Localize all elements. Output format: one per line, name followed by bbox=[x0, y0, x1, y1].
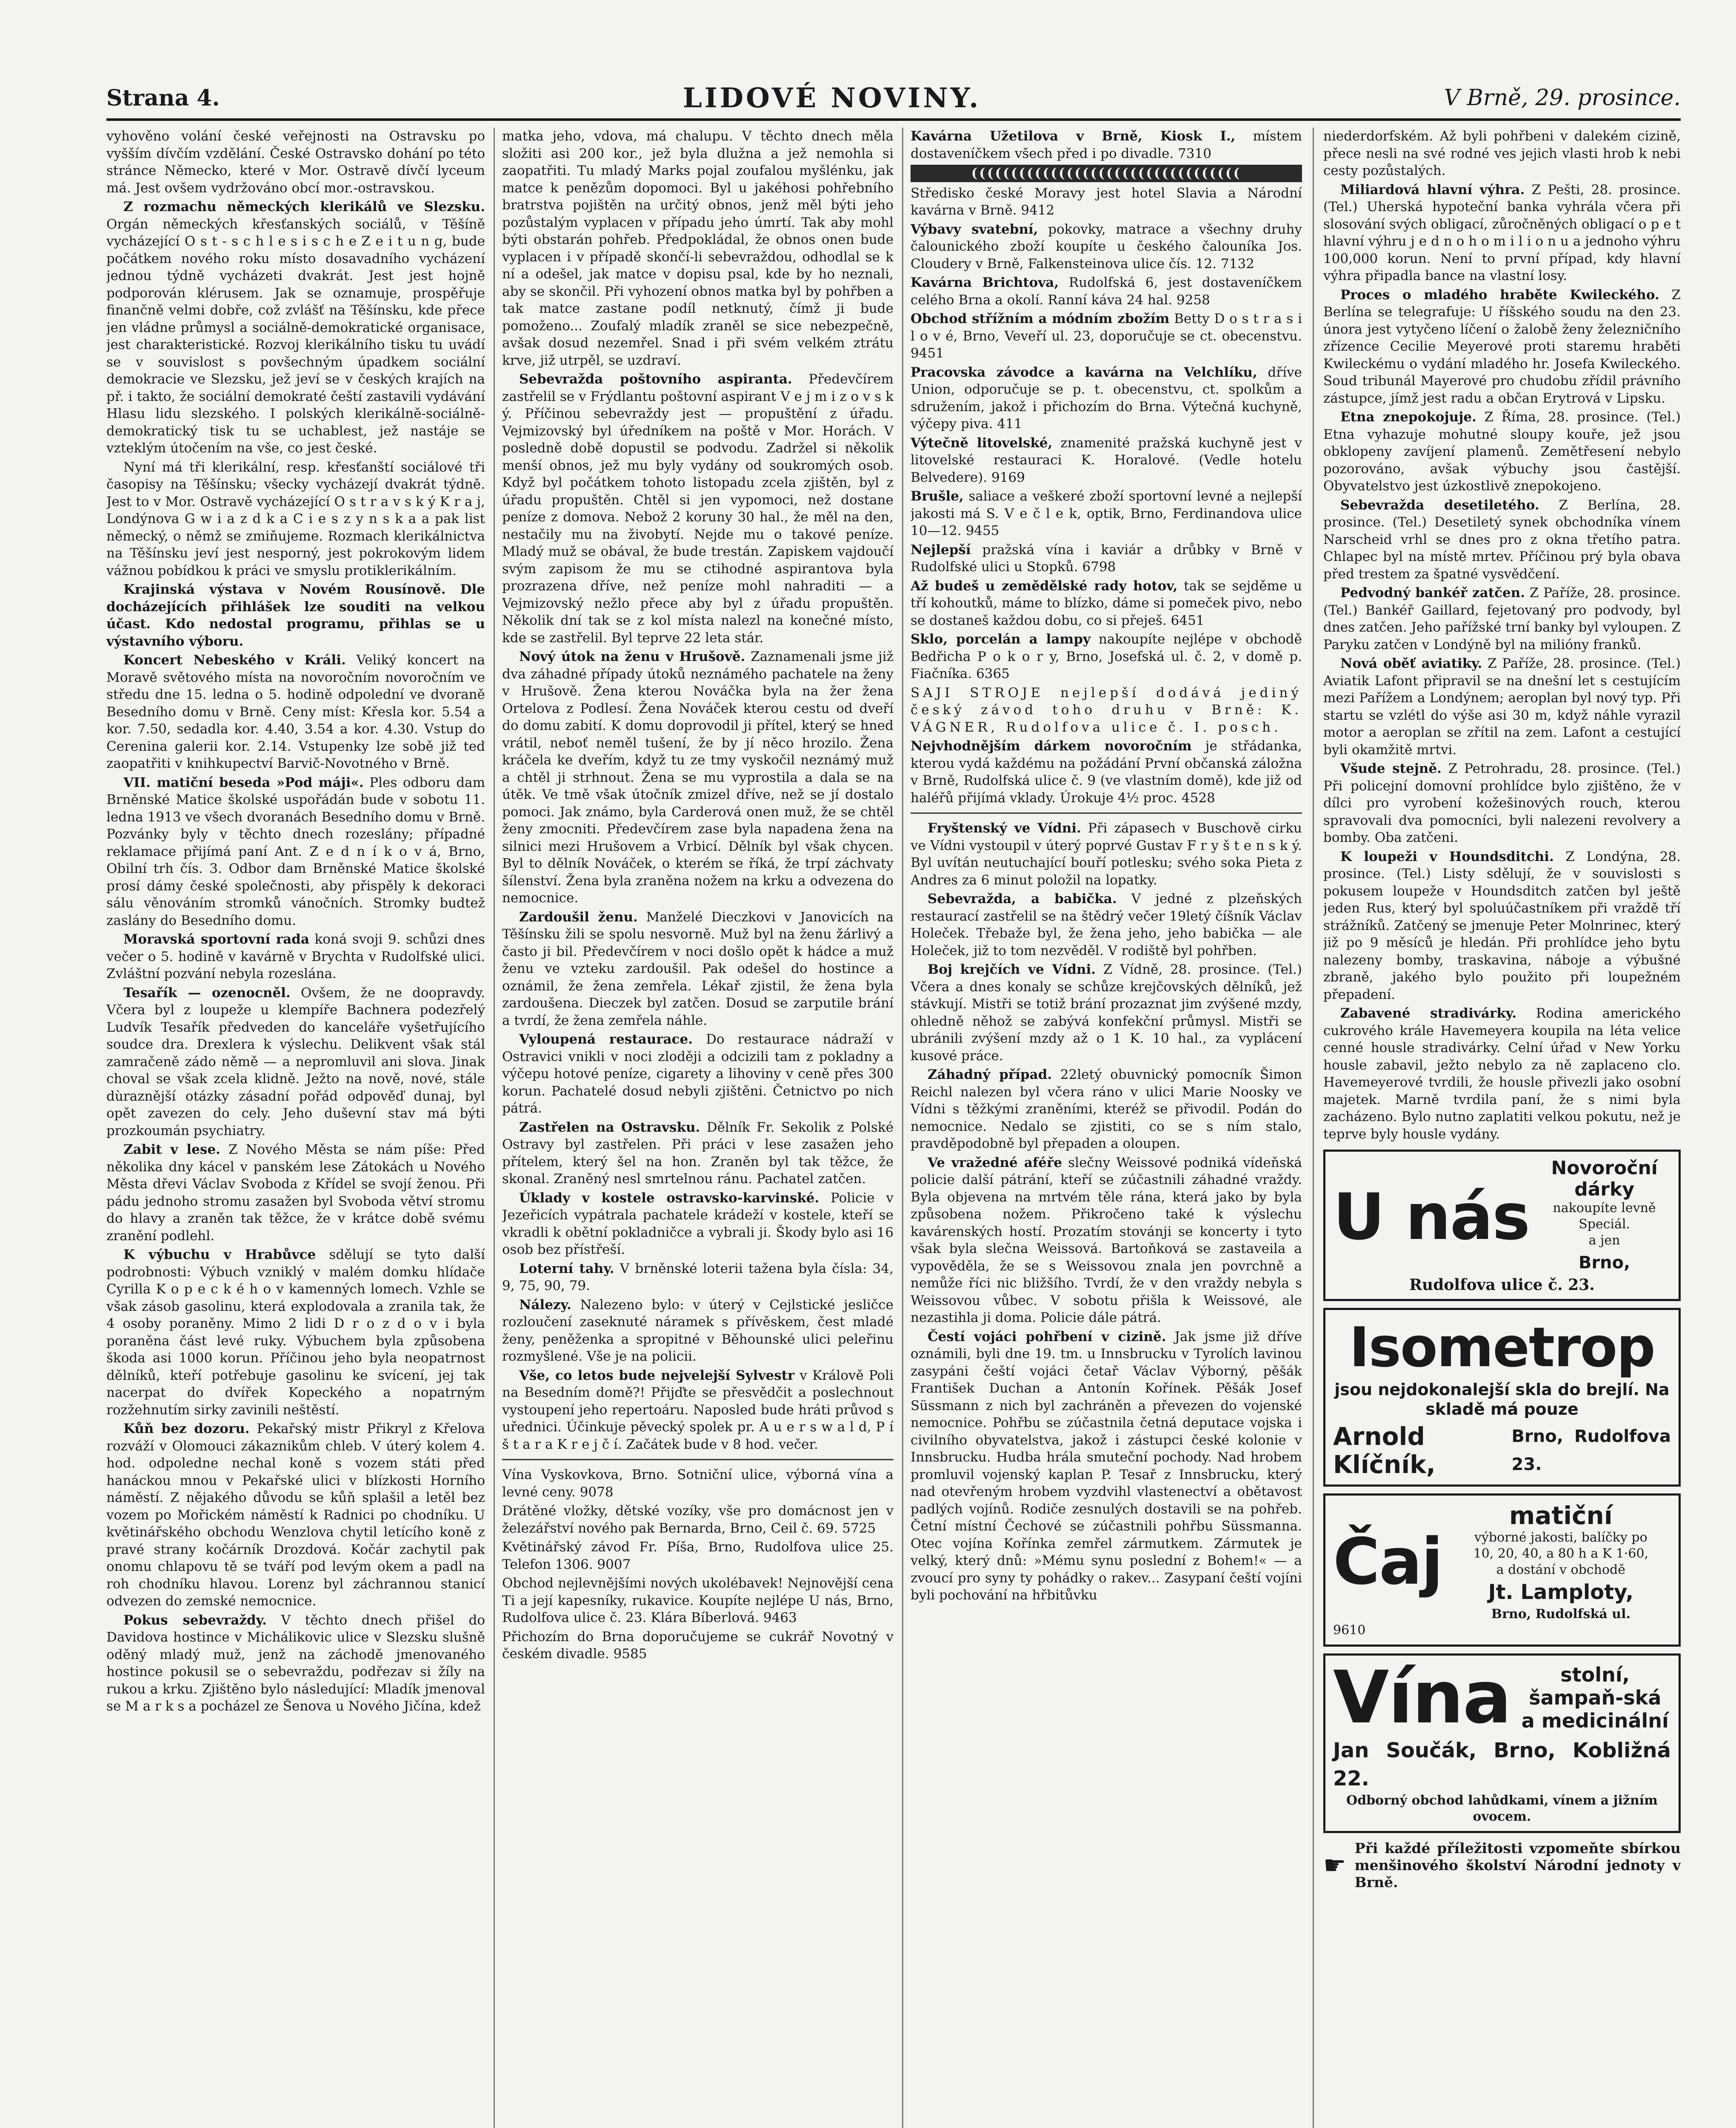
article-body: vyhověno volání české veřejnosti na Ostravsku po vyšším dívčím vzdělání. České Ostravsko dohání po této stránce Německo, které v Mor. Ostravě dívčí lyceum má. Jest ovšem vydržováno obcí mor.-ostravskou. bbox=[106, 129, 485, 196]
article-headline: Úklady v kostele ostravsko-karvinské. bbox=[519, 1190, 819, 1206]
article-headline: Z rozmachu německých klerikálů ve Slezsku. bbox=[123, 199, 485, 215]
ad-u-nas-line1: Novoroční bbox=[1551, 1157, 1658, 1179]
article-paragraph bbox=[502, 648, 894, 907]
article-body: Středisko české Moravy jest hotel Slavia a Národní kavárna v Brně. 9412 bbox=[911, 185, 1302, 218]
article-body: matka jeho, vdova, má chalupu. V těchto dnech měla složiti asi 200 kor., jež byla dlužna a jež nemohla si zaopatřiti. Tu mladý Marks pojal zoufalou myšlénku, jak matce k penězům dopomoci. Byl u jakéhosi pohřebního bratrstva pojištěn na určitý obnos, jenž měl býti jeho pozůstalým vyplacen v případu jeho úmrtí. Tak aby mohl býti obstarán pohřeb. Předpokládal, že obnos onen bude vyplacen i v případě skončí-li sebevraždou, odhodlal se k ní a odešel, jak matce v dopisu psal, kde by ho neznali, aby se skončil. Při vyhození obnos matka byl by pohřben a tak matce zastane podíl netknutý, čímž ji bude pomoženo... Zoufalý mladík zraněl se sice nebezpečně, avšak dosud nezemřel. Snad i při svém velkém ztrátu krve, již utrpěl, se uzdraví. bbox=[502, 129, 894, 368]
article-body: Dle docházejících přihlášek lze souditi na velkou účast. Kdo nedostal programu, přihlas se u výstavního výboru. bbox=[106, 582, 485, 649]
article-headline: Sebevražda desetiletého. bbox=[1340, 497, 1539, 513]
article-paragraph bbox=[502, 1367, 894, 1453]
article-headline: Miliardová hlavní výhra. bbox=[1340, 182, 1525, 197]
article-body: Dělník Fr. Sekolik z Polské Ostravy byl zastřelen. Při práci v lese zasažen jeho přítelem, který šel na hon. Zraněn byl tak těžce, že skonal. Zraněný nesl smrtelnou ránu. Pachatel zatčen. bbox=[502, 1119, 894, 1187]
article-body: Nyní má tři klerikální, resp. křesťanští sociálové tři časopisy na Těšínsku; všecky vycházejí dvakrát týdně. Jest to v Mor. Ostravě vycházející O s t r a v s k ý K r a j, Londýnova G w i a z d k a C i e s z y n s k a a pak list německý, o němž se zmiňujeme. Rozmach klerikálnictva na Těšínsku jeví jest nesporný, jest pokrokovým lidem vážnou pobídkou k práci ve smyslu protiklerikálním. bbox=[106, 459, 485, 578]
ad-isometrop bbox=[1323, 1308, 1681, 1487]
ad-caj bbox=[1323, 1493, 1681, 1647]
article-paragraph bbox=[106, 774, 485, 930]
article-body: Z Paříže, 28. prosince. (Tel.) Bankéř Gaillard, fejetovaný pro podvody, byl dnes zatčen. Jeho pařížské trní banky byl vyloupen. Z Paryku zatčen v Londýně byl na milióny franků. bbox=[1323, 585, 1681, 652]
article-paragraph bbox=[106, 1246, 485, 1419]
article-body: Ovšem, že ne doopravdy. Včera byl z loupeže u klempíře Bachnera podezřelý Ludvík Tesařík předveden do kanceláře vyšetřujícího soudce dra. Drexlera k výslechu. Delikvent však stál zamračeně zádo němě — a nepromluvil ani slova. Jinak choval se však zcela klidně. Ježto na nově, nové, stále dùraznější otázky zásadní pořád odpověď dunaj, byl opět zavezen do cely. Jeho duševní stav má býti prozkoumán psychiatry. bbox=[106, 985, 485, 1138]
article-paragraph bbox=[502, 371, 894, 646]
article-body: Předevčírem zastřelil se v Frýdlantu poštovní aspirant V e j m i z o v s k ý. Příčinou sebevraždy jest — propuštění z úřadu. Vejmizovský byl úředníkem na poště v Mor. Horách. V posledně době dopustil se podvodu. Zadržel si několik menší obnos, jež mu byly vydány od soukromých osob. Když byl počátkem tohoto listopadu zcela zjištěn, byl z úřadu propuštěn. Chtěl si jen vypomoci, než dostane peníze z domova. Nebož 2 koruny 30 hal., že měl na den, nestačily mu na živobytí. Nejde mu o takové peníze. Mladý muž se obával, že bude trestán. Zapiskem vajdoučí svým zapisom že mu se ctihodné aspirantova byla prozrazena dříve, než peníze mohl nahraditi — a Vejmizovský nežlo přece aby byl z úřadu propuštěn. Několik dní tak se z kol místa nalezl na konečné místo, kde se zastřelil. Byl teprve 22 leta stár. bbox=[502, 372, 894, 646]
article-paragraph bbox=[911, 541, 1302, 576]
page-number: Strana 4. bbox=[106, 85, 220, 111]
article-body: je střádanka, kterou vydá každému na požádání První občanská záložna v Brně, Rudolfská ulice č. 9 (ve vlastním domě), kde již od haléřů přijímá vklady. Úrokuje 4½ proc. 4528 bbox=[911, 738, 1302, 806]
article-paragraph bbox=[911, 890, 1302, 959]
article-headline: Zastřelen na Ostravsku. bbox=[519, 1119, 700, 1135]
article-paragraph bbox=[106, 128, 485, 197]
article-body: Z Pešti, 28. prosince. (Tel.) Uherská hypoteční banka vyhrála včera při slosování svých obligací, zůročněných obligací o p e t hlavní výhru j e d n o h o m i l i o n u a jednoho výhru 100,000 korun. Není to první případ, kdy hlavní výhra připadla bance na vlastní losy. bbox=[1323, 182, 1681, 283]
article-body: Při zápasech v Buschově cirku ve Vídni vystoupil v úterý poprvé Gustav F r y š t e n s k ý. Byl uvítán neutuchající bouří potlesku; svého soka Pieta z Andres za 6 minut položil na lopatky. bbox=[911, 821, 1302, 888]
article-paragraph bbox=[502, 1628, 894, 1663]
column-2 bbox=[502, 128, 894, 2128]
article-headline: Sklo, porcelán a lampy bbox=[911, 632, 1091, 647]
article-headline: Všude stejně. bbox=[1340, 761, 1442, 776]
column-1 bbox=[106, 128, 485, 2128]
ad-u-nas-line3: nakoupíte levně bbox=[1553, 1201, 1656, 1216]
ad-isometrop-address: Brno, Rudolfova 23. bbox=[1511, 1427, 1671, 1474]
article-body: Z Říma, 28. prosince. (Tel.) Etna vyhazuje mohutné sloupy kouře, jež jsou obklopeny zavíjení plamenů. Zemětřesení nebylo pozorováno, avšak výbuchy jsou častější. Obyvatelstvo jest úzkostlivě znepokojeno. bbox=[1323, 409, 1681, 494]
article-paragraph bbox=[106, 984, 485, 1140]
article-paragraph bbox=[911, 274, 1302, 309]
ad-caj-desc3: a dostání v obchodě bbox=[1496, 1562, 1626, 1577]
paper-title: LIDOVÉ NOVINY. bbox=[682, 82, 981, 114]
article-headline: Čestí vojáci pohřbení v cizině. bbox=[928, 1329, 1166, 1344]
ad-isometrop-headline: Isometrop bbox=[1349, 1316, 1655, 1379]
article-paragraph bbox=[1323, 848, 1681, 1004]
ornament-bar: (((((((((((((((((((((((((((((((((( bbox=[911, 165, 1302, 182]
article-paragraph bbox=[911, 820, 1302, 889]
ad-u-nas-address: Rudolfova ulice č. 23. bbox=[1409, 1276, 1595, 1294]
article-body: saliace a veškeré zboží sportovní levné a nejlepší jakosti má S. V e č l e k, optik, Brno, Ferdinandova ulice 10—12. 9455 bbox=[911, 489, 1302, 538]
article-headline: VII. matiční beseda »Pod máji«. bbox=[123, 775, 364, 790]
article-paragraph bbox=[1323, 497, 1681, 583]
article-paragraph bbox=[911, 1328, 1302, 1604]
article-body: koná svoji 9. schůzi dnes večer o 5. hodině v kavárně v Brychta v Rudolfské ulici. Zvláštní pozvání nebyla rozeslána. bbox=[106, 932, 485, 981]
article-paragraph bbox=[911, 738, 1302, 807]
ad-isometrop-desc: jsou nejdokonalejší skla do brejlí. Na skladě má pouze bbox=[1334, 1380, 1670, 1419]
article-paragraph bbox=[106, 1612, 485, 1715]
ad-u-nas-line5: a jen bbox=[1588, 1233, 1620, 1248]
article-headline: Výbavy svatební, bbox=[911, 221, 1038, 237]
article-paragraph bbox=[911, 1066, 1302, 1153]
ad-footer-text: Při každé příležitosti vzpomeňte sbírkou menšinového školství Národní jednoty v Brně. bbox=[1354, 1840, 1681, 1891]
article-headline: Nálezy. bbox=[519, 1297, 571, 1313]
ad-u-nas-headline: U nás bbox=[1333, 1180, 1530, 1254]
article-headline: Vyloupená restaurace. bbox=[519, 1032, 693, 1047]
article-body: Manželé Dieczkovi v Janovicích na Těšínsku žili se spolu nesvorně. Muž byl na ženu žárlivý a často ji bil. Předevčírem v noci došlo opět k hádce a muž ženu ve vzteku zardoušil. Pak odešel do hostince a oznámil, že žena zemřela. Lékař zjistil, že žena byla zardoušena. Dieczek byl zatčen. Dosud se zarputile brání a tvrdí, že žena zemřela náhle. bbox=[502, 909, 894, 1028]
article-paragraph bbox=[502, 1119, 894, 1188]
article-body: Z Nového Města se nám píše: Před několika dny kácel v panském lese Zátokách u Nového Města dřevi Václav Svoboda z Křídel se svojí ženou. Při pádu jednoho stromu zasažen byl Svoboda větví stromu do hlavy a zraněn tak těžce, že v krátce době svému zranění podlehl. bbox=[106, 1142, 485, 1244]
article-headline: Pokus sebevraždy. bbox=[123, 1612, 267, 1628]
ad-isometrop-shop: Arnold Klíčník, bbox=[1333, 1422, 1436, 1479]
ad-u-nas-line2: dárky bbox=[1574, 1178, 1635, 1200]
article-paragraph bbox=[106, 459, 485, 580]
article-body: Z Londýna, 28. prosince. (Tel.) Listy sdělují, že v souvislosti s pokusem loupeže v Houndsditch zatčen byl ještě jeden Rus, který byl spoluúčastníkem při vraždě tří strážníků. Zatčený se jmenuje Peter Molnrinec, který již po 9 měsíců je hledán. Při prohlídce jeho bytu nalezeny bomby, traskavina, náboje a výbušné zbraně, jakého bylo použito při loupežném přepadení. bbox=[1323, 849, 1681, 1002]
ad-u-nas bbox=[1323, 1150, 1681, 1301]
article-body: niederdorfském. Až byli pohřbeni v dalekém cizině, přece nesli na své rodné ves jejich vlasti hrob k nebi cesty pozůstalých. bbox=[1323, 129, 1681, 178]
article-paragraph bbox=[911, 310, 1302, 362]
ad-caj-title: matiční bbox=[1509, 1501, 1613, 1530]
article-body: Orgán německých křesťanských sociálů, v Těšíně vycházející O s t - s c h l e s i s c h e Z e i t u n g, bude počátkem nového roku místo dosavadního vycházení jednou týdně vycházeti dvakrát. Jest jest hojně podporován klérusem. Jak se oznamuje, prospěřuje finančně velmi dobře, což zvlášť na Těšínsku, kde přece jen vládne průmysl a sociálně-demokratické organisace, jest charakteristické. Rozvoj klerikálního tisku tu uvádí se v souvislost s povšechným úpadkem sociální demokracie ve Slezsku, jež jeví se v českých krajích na př. i takto, že sociální demokraté čeští zastavili vydávání Hlasu lidu slezského. I polských klerikálně-sociálně-demokratický tisk tu se uchablest, jež nastáje se vzteklým útočením na vše, co jest české. bbox=[106, 216, 485, 456]
article-paragraph bbox=[1323, 128, 1681, 180]
article-paragraph bbox=[106, 931, 485, 983]
article-headline: Boj krejčích ve Vídni. bbox=[928, 962, 1096, 977]
article-body: dříve Union, odporučuje se p. t. obecenstvu, ct. spolkům a sdružením, jakož i přichozím do Brna. Výtečná kuchyně, výčepy piva. 411 bbox=[911, 364, 1302, 432]
article-body: Z Paříže, 28. prosince. (Tel.) Aviatik Lafont připravil se na dnešní let s cestujícím mezi Pařížem a Londýnem; aeroplan byl nový typ. Při startu se vzlétl do výše asi 30 m, když náhle vyrazil motor a aeroplan se zřítil na zem. Lafont a cestující byli okamžitě mrtvi. bbox=[1323, 656, 1681, 758]
article-headline: Zabavené stradivárky. bbox=[1340, 1006, 1517, 1021]
article-body: Pekařský mistr Přikryl z Křelova rozváží v Olomouci zákaznikům chleb. V úterý kolem 4. hod. odpoledne nechal koně s vozem státi před hanáckou mnou v Pekařské ulici v blízkosti Horního náměstí. Z nějakého důvodu se kůň splašil a letěl bez vozem po Mořickém náměstí k Radnici po chodníku. U květinářského obchodu Wenzlova chytil letícího koně z pravé strany kočárník Drozdová. Kočár zachytil pak onomu chlapovu tě se tváří pod levým okem a padl na roh chodníku hlavou. Lorenz byl záchrannou stanicí odvezen do zemské nemocnice. bbox=[106, 1421, 485, 1609]
masthead-rule bbox=[106, 118, 1681, 121]
article-paragraph bbox=[1323, 1005, 1681, 1143]
article-paragraph bbox=[106, 652, 485, 772]
article-paragraph bbox=[911, 488, 1302, 540]
article-paragraph bbox=[106, 581, 485, 650]
article-body: Betty D o s t r a s i l o v é, Brno, Veveří ul. 23, doporučuje se ct. obecenstvu. 9451 bbox=[911, 311, 1302, 361]
ad-vina-headline: Vína bbox=[1333, 1656, 1511, 1740]
ad-vina-words: stolní, šampaň-ská a medicinální bbox=[1521, 1663, 1669, 1732]
article-paragraph bbox=[911, 185, 1302, 219]
ad-u-nas-city: Brno, bbox=[1578, 1253, 1630, 1273]
article-body: Veliký koncert na Moravě světového místa na novoročním novoročním ve středu dne 15. ledna o 5. hodině odpolední ve dvoraně Besedního domu v Brně. Ceny míst: Křesla kor. 5.54 a kor. 7.50, sedadla kor. 4.40, 3.54 a kor. 4.30. Vstup do Cerenina galerii kor. 2.14. Vstupenky lze sobě již teď zaopatřiti v knihkupectví Barvič-Novotného v Brně. bbox=[106, 652, 485, 771]
article-body: Do restaurace nádraží v Ostravici vnikli v noci zloději a odcizili tam z pokladny a výčepu hotové peníze, cigarety a lihoviny v ceně přes 300 korun. Pachatelé dosud nebyli zjištěni. Četnictvo po nich pátrá. bbox=[502, 1032, 894, 1116]
column-divider bbox=[1313, 128, 1314, 2128]
article-body: Rodina amerického cukrového krále Havemeyera koupila na léta velice cenné housle stradivárky. Celní úřad v New Yorku housle zabavil, ježto nebylo za ně zaplaceno clo. Havemeyerové tvrdili, že housle přivezli jako osobní majetek. Marně tvrdila paní, že s nimi byla zacházeno. Bylo nutno zaplatiti velkou pokutu, než je teprve byly housle vydány. bbox=[1323, 1006, 1681, 1142]
article-paragraph bbox=[502, 1031, 894, 1117]
article-headline: Sebevražda, a babička. bbox=[928, 891, 1117, 907]
article-body: místem dostaveníčkem všech před i po divadle. 7310 bbox=[911, 129, 1302, 161]
article-body: Obchod nejlevnějšími nových ukolébavek! Nejnovější cena Ti a její kapesníky, rukavice. Koupíte nejlépe U nás, Brno, Rudolfova ulice č. 23. Klára Bíberlová. 9463 bbox=[502, 1576, 894, 1625]
article-body: Vína Vyskovkova, Brno. Sotniční ulice, výborná vína a levné ceny. 9078 bbox=[502, 1467, 894, 1500]
ad-caj-headline: Čaj bbox=[1333, 1525, 1442, 1599]
masthead bbox=[106, 81, 1681, 115]
article-headline: Až budeš u zemědělské rady hotov, bbox=[911, 578, 1178, 594]
article-headline: Krajinská výstava v Novém Rousínově. bbox=[123, 582, 446, 597]
article-body: 22letý obuvnický pomocník Šimon Reichl nalezen byl včera ráno v ulici Marie Noosky ve Vídni s těžkými zraněními, kteréž se přivodil. Podán do nemocnice. Nedalo se zjistiti, co se s ním stalo, pravděpodobně byl přepaden a oloupen. bbox=[911, 1067, 1302, 1151]
article-headline: Nový útok na ženu v Hrušově. bbox=[519, 649, 745, 664]
article-body: Zaznamenali jsme již dva záhadné případy útoků neznámého pachatele na ženy v Hrušově. Žena kterou Nováčka byla na žer žena Ortelova z Podlesí. Žena Nováček kterou cestu od dveří do domu zabití. K domu doprovodil ji přítel, který se hned vrátil, neboť neměl tušení, že by jí něco hrozilo. Žena kráčela ke dveřím, když tu ze tmy vyskočil neznámý muž a chtěl ji strhnout. Žena se mu vyprostila a dala se na útěk. Ve tmě však útočník zmizel dříve, než se jí dostalo pomoci. Jak známo, byla Carderová onen muž, že se chtěl ženy zmocniti. Předevčírem zase byla napadena žena na silnici mezi Hrušovem a Vrbicí. Dělník byl však chycen. Byl to dělník Nováček, o kterém se říká, že trpí záchvaty šílenství. Žena byla zraněna nožem na krku a odvezena do nemocnice. bbox=[502, 649, 894, 906]
article-headline: Proces o mladého hraběte Kwileckého. bbox=[1340, 287, 1659, 303]
ad-caj-address: Brno, Rudolfská ul. bbox=[1491, 1607, 1630, 1622]
article-headline: K výbuchu v Hrabůvce bbox=[123, 1247, 316, 1262]
article-headline: Kůň bez dozoru. bbox=[123, 1421, 250, 1436]
article-headline: Kavárna Brichtova, bbox=[911, 275, 1059, 290]
article-headline: Nejvhodnějším dárkem novoročním bbox=[911, 738, 1192, 754]
article-body: Drátěné vložky, dětské vozíky, vše pro domácnost jen v železářství nového pak Bernarda, Brno, Ceil č. 69. 5725 bbox=[502, 1503, 894, 1536]
article-headline: Tesařík — ozenocněl. bbox=[123, 985, 291, 1001]
ad-caj-desc2: 10, 20, 40, a 80 h a K 1·60, bbox=[1473, 1546, 1649, 1561]
pointing-hand-icon: ☛ bbox=[1323, 1851, 1346, 1880]
article-body: Rudolfská 6, jest dostaveníčkem celého Brna a okolí. Ranní káva 24 hal. 9258 bbox=[911, 275, 1302, 308]
article-paragraph bbox=[502, 1575, 894, 1627]
article-headline: Nejlepší bbox=[911, 542, 971, 558]
issue-date: V Brně, 29. prosince. bbox=[1444, 85, 1681, 111]
article-paragraph bbox=[1323, 584, 1681, 653]
article-headline: Záhadný případ. bbox=[928, 1067, 1052, 1082]
article-body: SAJI STROJE nejlepší dodává jediný český závod toho druhu v Brně: K. VÁGNER, Rudolfova ulice č. I. posch. bbox=[911, 685, 1302, 735]
article-paragraph bbox=[911, 578, 1302, 629]
article-body: tak se sejděme u tří kohoutků, máme to blízko, dáme si pomeček pivo, nebo se dostaneš každou dobu, co si přeješ. 6451 bbox=[911, 578, 1302, 628]
article-headline: Pracovska závodce a kavárna na Velchlíku, bbox=[911, 364, 1257, 380]
section-divider bbox=[911, 812, 1302, 814]
article-body: pokovky, matrace a všechny druhy čalounického zboží koupíte u českého čalouníka Jos. Cloudery v Brně, Falkensteinova ulice čís. 12. 7132 bbox=[911, 221, 1302, 272]
article-headline: Nová oběť aviatiky. bbox=[1340, 656, 1482, 671]
article-paragraph bbox=[502, 909, 894, 1030]
article-headline: Koncert Nebeského v Králi. bbox=[123, 652, 346, 668]
column-4-articles bbox=[1323, 128, 1681, 1143]
article-paragraph bbox=[911, 221, 1302, 273]
article-paragraph bbox=[502, 1260, 894, 1295]
article-body: Z Berlína, 28. prosince. (Tel.) Desetiletý synek obchodníka vínem Narscheid vrhl se dnes pro z okna třetího patra. Chlapec byl na místě mrtev. Příčinou prý byla obava před trestem za špatné vysvědčení. bbox=[1323, 497, 1681, 582]
column-3 bbox=[911, 128, 1302, 2128]
article-body: nakoupíte nejlépe v obchodě Bedřicha P o k o r y, Brno, Josefská ul. č. 2, v domě p. Fiačníka. 6365 bbox=[911, 632, 1302, 681]
article-paragraph bbox=[1323, 286, 1681, 407]
article-paragraph bbox=[911, 364, 1302, 433]
ad-vina-shop: Jan Součák, Brno, Kobližná 22. bbox=[1333, 1739, 1671, 1790]
article-headline: Sebevražda poštovního aspiranta. bbox=[519, 372, 792, 387]
article-headline: Zardoušil ženu. bbox=[519, 909, 638, 925]
article-body: Jak jsme již dříve oznámili, byli dne 19. tm. u Innsbrucku v Tyrolích lavinou zasypáni čeští vojáci četař Václav Výborný, pěšák František Duchan a Antonín Kořínek. Pěšák Josef Süssmann z nich byl zachráněn a převezen do vojenské nemocnice. Pohřbu se zúčastnila četná deputace vojska i civilního obyvatelstva, jakož i zástupci české kolonie v Innsbrucku. Hudba hrála smuteční pochody. Nad hrobem promluvil vojenský kaplan P. Tesař z Innsbrucku, který nad otevřeným hrobem vyzdvihl vlastenectví a obětavost padlých vojínů. Rodiče zesnulých dostavili se na pohřeb. Četní místní Čechové se zúčastnili pohřbu Süssmanna. Otec vojína Kořínka zemřel zármutkem. Zármutek je velký, který dnů: »Mému synu poslední z Bohem!« — a zvoucí pro syny ty pohádky o rakev... Zasypaní čeští vojíni byli pochování na hřbitůvku bbox=[911, 1329, 1302, 1603]
article-paragraph bbox=[1323, 655, 1681, 758]
article-body: Policie v Jezeřicích vypátrala pachatele krádeží v kostele, kteří se vkradli k obětní pokladničce a vybrali ji. Škody bylo asi 16 osob bez přístřeší. bbox=[502, 1190, 894, 1257]
article-paragraph bbox=[502, 1539, 894, 1573]
article-headline: Ve vražedné aféře bbox=[928, 1155, 1062, 1170]
article-paragraph bbox=[911, 961, 1302, 1064]
article-paragraph bbox=[106, 198, 485, 457]
article-paragraph bbox=[911, 128, 1302, 162]
article-paragraph bbox=[1323, 181, 1681, 285]
article-paragraph bbox=[1323, 760, 1681, 847]
article-body: Nalezeno bylo: v úterý v Cejlstické jesličce rozloučení zaseknuté náramek s přívěskem, čest mladé ženy, peněženka a spropitné v Běhounské ulici peleřinu rozmyšlené. Vše je na policii. bbox=[502, 1297, 894, 1364]
article-headline: Pedvodný bankéř zatčen. bbox=[1340, 585, 1525, 601]
article-body: sdělují se tyto další podrobnosti: Výbuch vzniklý v malém domku hlídače Cyrilla K o p e c k é h o v kamenných lomech. Vzhle se však zásob gasolinu, která explodovala a zranila tak, že 4 osoby poraněny. Mimo 2 lidi D r o z d o v i byla poraněna část levé ruky. Výbuchem byla způsobena škoda asi 1000 korun. Příčinou jeho byla neopatrnost dělníků, kteří potřebuje gasolinu ke svícení, jej tak nacerpat do dvířek Kopeckého a nopatrným rozžehnutím sirky zavinili neštěstí. bbox=[106, 1247, 485, 1418]
ad-vina bbox=[1323, 1653, 1681, 1833]
article-body: Z Petrohradu, 28. prosince. (Tel.) Při policejní domovní prohlídce bylo zjištěno, že v dílci pro vyrobení kožešinových rouch, kterou spravovali dva pomocníci, byli nalezeni revolvery a bomby. Oba zatčeni. bbox=[1323, 761, 1681, 845]
article-paragraph bbox=[911, 684, 1302, 736]
article-headline: Etna znepokojuje. bbox=[1340, 409, 1476, 425]
article-headline: Výtečně litovelské, bbox=[911, 435, 1053, 451]
column-divider bbox=[902, 128, 903, 2128]
article-headline: Obchod střížním a módním zbožím bbox=[911, 311, 1170, 326]
article-headline: Brušle, bbox=[911, 489, 964, 504]
article-paragraph bbox=[106, 1420, 485, 1610]
article-body: Ples odboru dam Brněnské Matice školské uspořádán bude v sobotu 11. ledna 1913 ve všech dvoranách Besedního domu v Brně. Pozvánky byly v těchto dnech rozeslány; případné reklamace přijímá paní Ant. Z e d n í k o v á, Brno, Obilní trh čís. 3. Odbor dam Brněnské Matice školské prosí dámy české společnosti, aby přispěly k dekoraci sálu věnováním stromků vánočních. Stromky budtež zaslány do Besedního domu. bbox=[106, 775, 485, 928]
article-headline: Loterní tahy. bbox=[519, 1261, 614, 1276]
article-paragraph bbox=[1323, 409, 1681, 495]
ad-caj-desc1: výborné jakosti, balíčky po bbox=[1474, 1530, 1647, 1545]
article-body: Květinářský závod Fr. Píša, Brno, Rudolfova ulice 25. Telefon 1306. 9007 bbox=[502, 1539, 894, 1572]
ad-caj-code: 9610 bbox=[1333, 1623, 1366, 1638]
article-body: Přichozím do Brna doporučujeme se cukrář Novotný v českém divadle. 9585 bbox=[502, 1629, 894, 1662]
article-paragraph bbox=[502, 1296, 894, 1365]
article-body: v Králově Poli na Besedním domě?! Přijďte se přesvědčit a poslechnout vystoupení jeho repertoáru. Naposled bude hráti průvod s uřednici. Účinkuje pěvecký spolek pr. A u e r s w a l d, P í š t a r a K r e j č í. Začátek bude v 8 hod. večer. bbox=[502, 1367, 894, 1452]
article-body: Z Vídně, 28. prosince. (Tel.) Včera a dnes konaly se schůze krejčovských dělníků, jež stávkují. Mistři se totiž brání prozaznat jim zvýšené mzdy, ohledně něhož se zabývá konfekční průmysl. Mistři se ubránili zvýšení mzdy až o 1 K. 10 hal., za vyplácení kusové práce. bbox=[911, 962, 1302, 1064]
article-paragraph bbox=[911, 1154, 1302, 1327]
article-paragraph bbox=[502, 1502, 894, 1537]
article-paragraph bbox=[502, 1190, 894, 1258]
article-body: slečny Weissové podniká vídeňská policie další pátrání, kteří se zúčastnili záhadné vraždy. Byla objevena na mrtvém těle rána, která jako by byla způsobena nožem. Přikročeno také k výslechu kavárenských hostí. Prozatím stovánji se koncerty i tyto však byla slečna Weissová. Bartoňková se zastaveila a vypověděla, že se s Weissovou znala jen povrchně a nemůže říci nic bližšího. Tvrdí, že v den vraždy nebyla s Weissovou vůbec. V sobotu přišla k Weissové, ale nezastihla ji doma. Policie dále pátrá. bbox=[911, 1155, 1302, 1325]
article-paragraph bbox=[502, 128, 894, 369]
article-body: znamenité pražská kuchyně jest v litovelské restauraci K. Horalové. (Vedle hotelu Belvedere). 9169 bbox=[911, 435, 1302, 485]
ad-footer bbox=[1323, 1840, 1681, 1891]
article-body: V brněnské loterii tažena byla čísla: 34, 9, 75, 90, 79. bbox=[502, 1261, 894, 1293]
article-paragraph bbox=[911, 631, 1302, 683]
article-headline: Zabit v lese. bbox=[123, 1142, 220, 1157]
article-body: V jedné z plzeňských restaurací zastřelil se na štědrý večer 19letý číšník Václav Holeček. Třebaže byl, že žena jeho, jeho babička — ale Holeček, již to tom nezvěděl. V rodiště byl pohřben. bbox=[911, 891, 1302, 958]
article-paragraph bbox=[106, 1141, 485, 1244]
article-paragraph bbox=[911, 435, 1302, 486]
article-headline: K loupeži v Houndsditchi. bbox=[1340, 849, 1554, 864]
article-headline: Moravská sportovní rada bbox=[123, 932, 309, 947]
article-body: V těchto dnech přišel do Davidova hostince v Michálikovic ulice v Slezsku slušně oděný mladý muž, jenž na záchodě jmenovaného hostince pokusil se o sebevraždu, podřezav si žíly na rukou a krku. Zjištěno bylo následující: Mladík jmenoval se M a r k s a pocházel ze Šenova u Nového Jičína, kdež bbox=[106, 1612, 485, 1714]
article-headline: Fryštenský ve Vídni. bbox=[928, 821, 1081, 836]
article-body: pražská vína i kaviár a drůbky v Brně v Rudolfské ulici u Stopků. 6798 bbox=[911, 542, 1302, 575]
article-headline: Vše, co letos bude nejvelejší Sylvestr bbox=[519, 1367, 795, 1383]
article-headline: Kavárna Užetilova v Brně, Kiosk I., bbox=[911, 129, 1236, 144]
column-divider bbox=[494, 128, 495, 2128]
ad-vina-desc: Odborný obchod lahůdkami, vínem a jižním ovocem. bbox=[1346, 1793, 1658, 1824]
section-divider bbox=[502, 1459, 894, 1460]
column-4 bbox=[1323, 128, 1681, 2128]
article-paragraph bbox=[502, 1466, 894, 1501]
ad-caj-seller: Jt. Lamploty, bbox=[1488, 1580, 1633, 1604]
ad-u-nas-line4: Speciál. bbox=[1579, 1217, 1630, 1232]
article-body: Z Berlína se telegrafuje: U říšského soudu na den 23. února jest vytyčeno líčení o žalobě ženy železničního zřízence Cecilie Meyerové proti staremu hraběti Kwileckému o vydání mladého hr. Josefa Kwileckého. Soud tribunál Mayerové pro chudobu zřídil právního zástupce, jímž jest radu a občan Erytrová v Lipsku. bbox=[1323, 287, 1681, 406]
